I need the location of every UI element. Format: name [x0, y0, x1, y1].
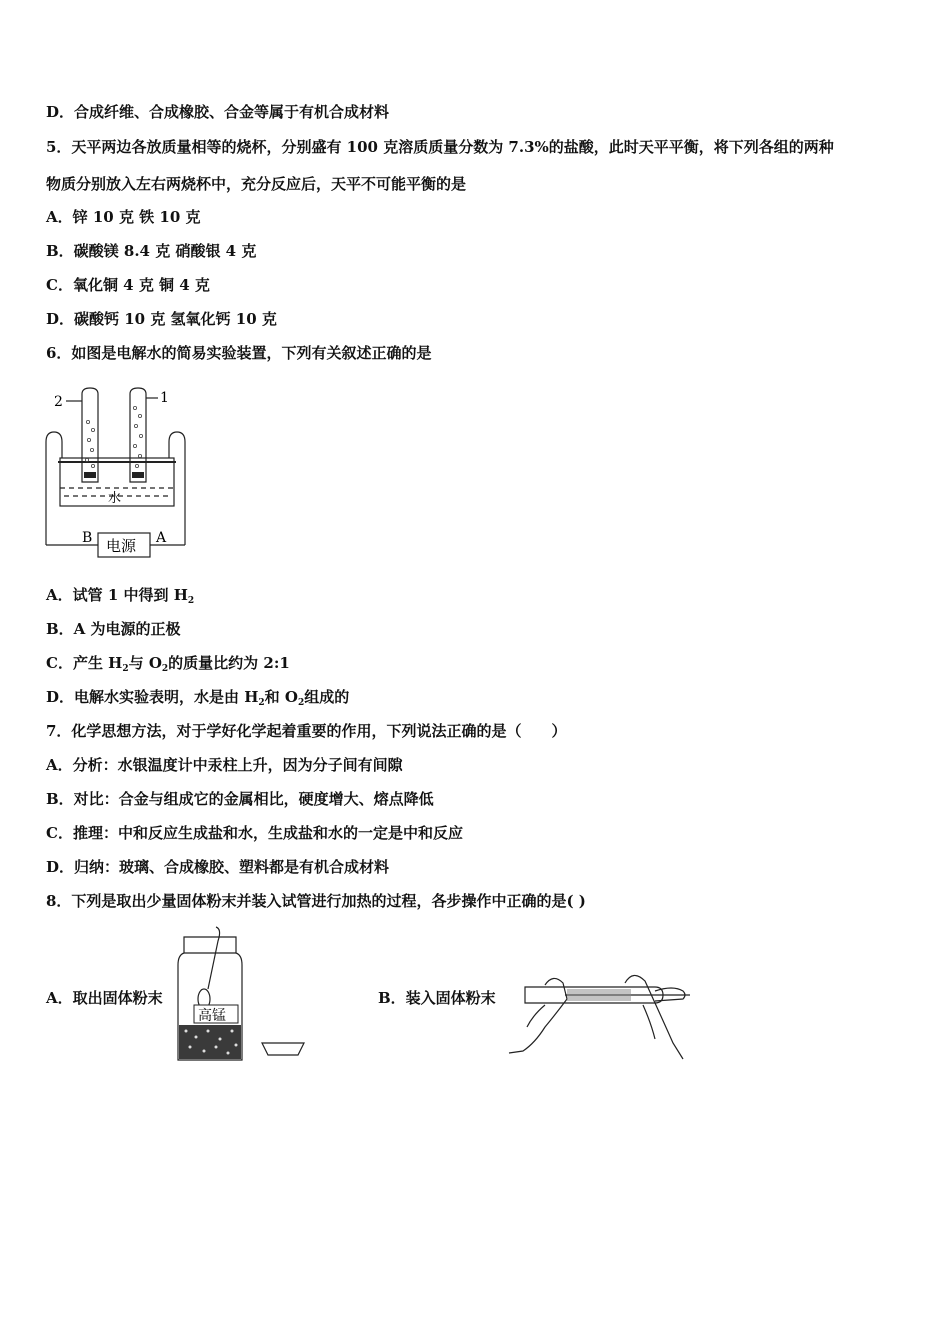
bottle-label-text: 高锰 [198, 1008, 226, 1024]
power-supply-label: 电源 [106, 537, 137, 555]
q6-option-c: C．产生 $H_2$与 $O_2$的质量比约为 2:1 [46, 654, 290, 674]
electrode-right [132, 472, 144, 478]
tube-label-1: 1 [160, 390, 169, 406]
q5-stem-line2: 物质分别放入左右两烧杯中，充分反应后，天平不可能平衡的是 [46, 175, 467, 193]
q7-option-c: C．推理：中和反应生成盐和水，生成盐和水的一定是中和反应 [46, 824, 463, 842]
electrolysis-apparatus-figure [40, 380, 200, 560]
q6-stem: 6．如图是电解水的简易实验装置，下列有关叙述正确的是 [46, 344, 432, 362]
q6-option-b: B．A 为电源的正极 [46, 620, 181, 638]
electrode-label-b: B [82, 530, 93, 546]
q7-option-a: A．分析：水银温度计中汞柱上升，因为分子间有间隙 [46, 756, 403, 774]
tube-label-2: 2 [54, 394, 63, 410]
q7-option-d: D．归纳：玻璃、合成橡胶、塑料都是有机合成材料 [46, 858, 390, 876]
q8-stem: 8．下列是取出少量固体粉末并装入试管进行加热的过程，各步操作中正确的是( ) [46, 892, 586, 910]
reagent-bottle-figure [170, 925, 310, 1065]
electrode-left [84, 472, 96, 478]
q6-option-d: D．电解水实验表明，水是由 $H_2$和 $O_2$组成的 [46, 688, 350, 708]
powder-in-tube [567, 989, 631, 1001]
q5-option-a: A．锌 10 克 铁 10 克 [46, 208, 201, 226]
q5-option-d: D．碳酸钙 10 克 氢氧化钙 10 克 [46, 310, 277, 328]
q5-stem-line1: 5．天平两边各放质量相等的烧杯，分别盛有 100 克溶质质量分数为 7.3%的盐酸，此时天平平衡，将下列各组的两种 [46, 138, 834, 156]
q6-option-a: A．试管 1 中得到 $H_2$ [46, 586, 195, 606]
hands-test-tube-figure [505, 965, 695, 1065]
water-label: 水 [108, 491, 122, 506]
q5-option-b: B．碳酸镁 8.4 克 硝酸银 4 克 [46, 242, 257, 260]
q8-option-a: A．取出固体粉末 [46, 989, 163, 1007]
q5-option-c: C．氧化铜 4 克 铜 4 克 [46, 276, 210, 294]
q4-option-d: D．合成纤维、合成橡胶、合金等属于有机合成材料 [46, 103, 390, 121]
q8-option-b: B．装入固体粉末 [378, 989, 496, 1007]
electrode-label-a: A [156, 530, 167, 546]
q7-stem: 7．化学思想方法，对于学好化学起着重要的作用，下列说法正确的是（ ） [46, 722, 567, 740]
q7-option-b: B．对比：合金与组成它的金属相比，硬度增大、熔点降低 [46, 790, 434, 808]
